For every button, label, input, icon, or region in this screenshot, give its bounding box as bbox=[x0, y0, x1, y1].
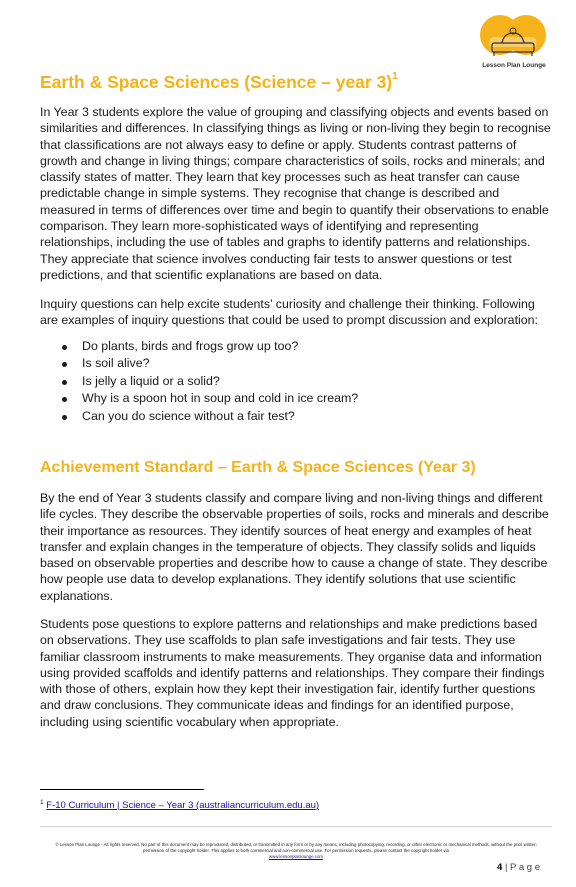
footnote bbox=[40, 799, 319, 811]
standard-paragraph-2: Students pose questions to explore patterns and relationships and make predictions based on observations. They use scaffolds to plan safe investigations and fair tests. They use familiar classroom instruments to make measurements. They organise data and information using provided scaffolds and identify patterns and relationships. They compare their findings with those of others, explain how they kept their investigation fair, identify further questions and draw conclusions. They communicate ideas and findings for an identified purpose, including using scientific vocabulary when appropriate. bbox=[40, 617, 545, 729]
logo-caption: Lesson Plan Lounge bbox=[482, 62, 546, 69]
curriculum-link[interactable]: F-10 Curriculum | Science – Year 3 (australiancurriculum.edu.au) bbox=[46, 800, 320, 812]
footer-divider bbox=[40, 826, 552, 827]
website-link[interactable]: www.lessonplanlounge.com bbox=[268, 854, 324, 859]
bullet-icon bbox=[62, 380, 67, 385]
inquiry-paragraph: Inquiry questions can help excite students’ curiosity and challenge their thinking. Following are examples of inquiry questions that could be used to prompt discussion and exploration: bbox=[40, 297, 538, 328]
intro-paragraph: In Year 3 students explore the value of grouping and classifying objects and events based on similarities and differences. In classifying things as living or non-living they begin to recognise that classifications are not always easy to define or apply. Students contrast patterns of growth and change in living things; compare characteristics of soils, rocks and minerals; and classify states of matter. They learn that key processes such as heat transfer can cause predictable change in simple systems. They recognise that change is described and measured in terms of differences over time and begin to quantify their observations to enable comparison. They learn more-sophisticated ways of identifying and representing relationships, including the use of tables and graphs to identify patterns and relationships. They appreciate that science involves conducting fair tests to answer questions or test predictions, and that scientific explanations are based on data. bbox=[40, 105, 551, 282]
section-heading-achievement-standard: Achievement Standard – Earth & Space Sciences (Year 3) bbox=[40, 459, 476, 476]
bullet-icon bbox=[62, 397, 67, 402]
page-title: Earth & Space Sciences (Science – year 3)$^1$ bbox=[40, 71, 398, 92]
list-item: Why is a spoon hot in soup and cold in ice cream? bbox=[40, 390, 358, 407]
list-item: Is jelly a liquid or a solid? bbox=[40, 373, 358, 390]
bullet-icon bbox=[62, 345, 67, 350]
bullet-icon bbox=[62, 415, 67, 420]
inquiry-question-list bbox=[40, 338, 358, 425]
list-item: Is soil alive? bbox=[40, 355, 358, 372]
footnote-separator bbox=[40, 789, 204, 790]
page-number: 4 | P a g e bbox=[497, 862, 540, 873]
standard-paragraph-1: By the end of Year 3 students classify and compare living and non-living things and different life cycles. They describe the observable properties of soils, rocks and minerals and describe their importance as resources. They identify sources of heat energy and examples of heat transfer and explain changes in the temperature of objects. They classify solids and liquids based on observable properties and describe how to cause a change of state. They describe how people use data to develop explanations. They identify solutions that use scientific explanations. bbox=[40, 491, 549, 603]
list-item: Can you do science without a fair test? bbox=[40, 408, 358, 425]
list-item: Do plants, birds and frogs grow up too? bbox=[40, 338, 358, 355]
footnote-number: 1 bbox=[40, 799, 44, 806]
copyright-notice: © Lesson Plan Lounge - All rights reserved. No part of this document may be reproduced, distributed, or transmitted in any form or by any means, including photocopying, recording, or other electronic or mechanical methods, without the prior written permission of the copyright holder. This applies to both commercial and non-commercial use. For permission requests, please contact the copyright holder via www.lessonplanlounge.com bbox=[46, 842, 546, 860]
bullet-icon bbox=[62, 362, 67, 367]
footnote-marker: 1 bbox=[392, 71, 398, 82]
